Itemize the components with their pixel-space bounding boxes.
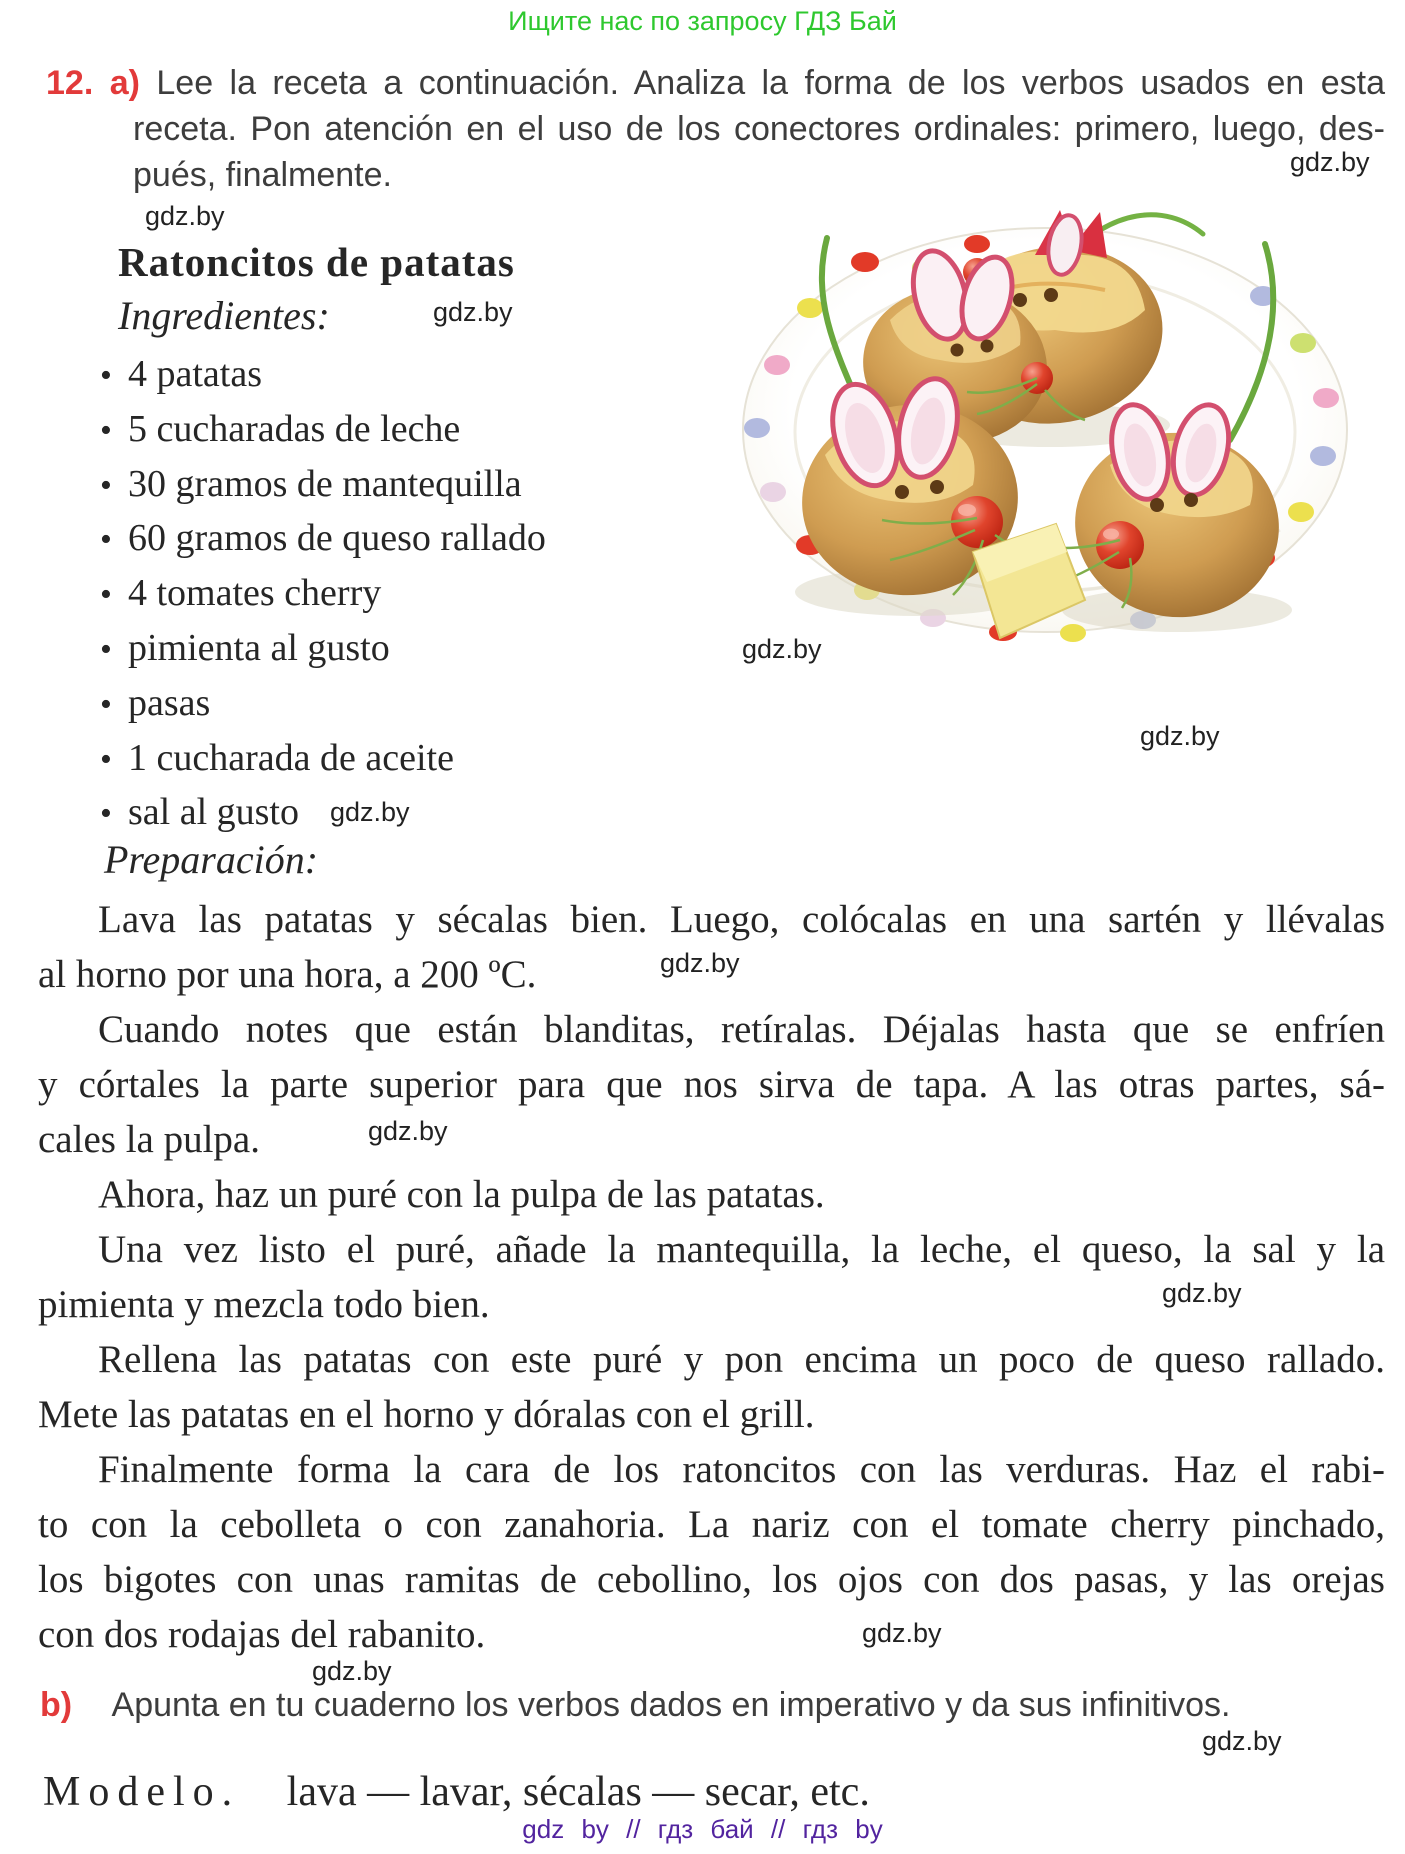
bullet-icon: • bbox=[100, 795, 112, 833]
ingredient-text: pimienta al gusto bbox=[128, 626, 390, 669]
instruction-line-1: Lee la receta a continuación. Analiza la forma de los verbos usados en esta bbox=[156, 64, 1385, 102]
exercise-a-line3: pués, finalmente. bbox=[133, 156, 392, 194]
ingredient-text: 1 cucharada de aceite bbox=[128, 736, 454, 779]
ingredient-item bbox=[100, 403, 720, 458]
bullet-icon: • bbox=[100, 411, 112, 449]
watermark-gdz: gdz.by bbox=[433, 297, 513, 327]
ingredient-item bbox=[100, 567, 720, 622]
part-b-text: Apunta en tu cuaderno los verbos dados en imperativo y da sus infinitivos. bbox=[111, 1686, 1231, 1724]
watermark-gdz: gdz.by bbox=[1202, 1726, 1282, 1756]
ingredient-item bbox=[100, 348, 720, 403]
ingredient-text: 4 tomates cherry bbox=[128, 572, 382, 615]
exercise-a-line1 bbox=[46, 60, 1385, 106]
model-text: lava — lavar, sécalas — secar, etc. bbox=[286, 1769, 870, 1815]
part-b-label: b) bbox=[40, 1686, 73, 1724]
preparation-line: Una vez listo el puré, añade la mantequilla, la leche, el queso, la sal y la bbox=[98, 1228, 1385, 1271]
watermark-gdz: gdz.by bbox=[1162, 1278, 1242, 1308]
ingredient-text: pasas bbox=[128, 681, 211, 724]
ingredient-item bbox=[100, 786, 720, 841]
ingredients-heading: Ingredientes: bbox=[118, 293, 330, 338]
bullet-icon: • bbox=[100, 576, 112, 614]
preparation-line: Cuando notes que están blanditas, retíralas. Déjalas hasta que se enfríen bbox=[98, 1008, 1385, 1051]
preparation-line: to con la cebolleta o con zanahoria. La nariz con el tomate cherry pinchado, bbox=[38, 1503, 1385, 1546]
exercise-b-line bbox=[40, 1686, 1230, 1725]
header-note: Ищите нас по запросу ГДЗ Бай bbox=[508, 6, 897, 36]
preparation-line: Mete las patatas en el horno y dóralas con el grill. bbox=[38, 1393, 815, 1436]
recipe-title: Ratoncitos de patatas bbox=[118, 239, 515, 285]
preparation-line: Ahora, haz un puré con la pulpa de las patatas. bbox=[98, 1173, 825, 1216]
preparation-line: con dos rodajas del rabanito. bbox=[38, 1613, 486, 1656]
watermark-gdz: gdz.by bbox=[1140, 721, 1220, 751]
watermark-gdz: gdz.by bbox=[312, 1656, 392, 1686]
bullet-icon: • bbox=[100, 740, 112, 778]
part-a-label: a) bbox=[109, 64, 140, 102]
watermark-gdz: gdz.by bbox=[742, 634, 822, 664]
preparation-line: y córtales la parte superior para que nos sirva de tapa. A las otras partes, sá- bbox=[38, 1063, 1385, 1106]
recipe-photo bbox=[715, 200, 1375, 655]
preparation-line: pimienta y mezcla todo bien. bbox=[38, 1283, 490, 1326]
ingredient-item bbox=[100, 512, 720, 567]
bullet-icon: • bbox=[100, 521, 112, 559]
preparation-line: Rellena las patatas con este puré y pon encima un poco de queso rallado. bbox=[98, 1338, 1385, 1381]
preparation-line: Finalmente forma la cara de los ratoncitos con las verduras. Haz el rabi- bbox=[98, 1448, 1385, 1491]
bullet-icon: • bbox=[100, 466, 112, 504]
ingredient-text: 5 cucharadas de leche bbox=[128, 407, 461, 450]
model-line bbox=[43, 1768, 870, 1816]
ingredient-text: sal al gusto bbox=[128, 791, 299, 834]
watermark-gdz: gdz.by bbox=[368, 1116, 448, 1146]
ingredient-text: 4 patatas bbox=[128, 353, 263, 395]
exercise-a-line2: receta. Pon atención en el uso de los conectores ordinales: primero, luego, des- bbox=[133, 110, 1385, 148]
watermark-gdz: gdz.by bbox=[862, 1618, 942, 1648]
preparation-line: cales la pulpa. bbox=[38, 1118, 260, 1161]
bullet-icon: • bbox=[100, 357, 112, 394]
preparation-line: los bigotes con unas ramitas de cebollino, los ojos con dos pasas, y las orejas bbox=[38, 1558, 1385, 1601]
watermark-gdz: gdz.by bbox=[660, 948, 740, 978]
watermark-gdz: gdz.by bbox=[145, 201, 225, 231]
bullet-icon: • bbox=[100, 685, 112, 723]
ingredient-item bbox=[100, 732, 720, 787]
ingredient-item bbox=[100, 458, 720, 513]
model-label: Modelo. bbox=[43, 1769, 241, 1815]
preparation-line: al horno por una hora, a 200 ºC. bbox=[38, 953, 537, 996]
watermark-gdz: gdz.by bbox=[330, 797, 410, 827]
watermark-gdz: gdz.by bbox=[1290, 147, 1370, 177]
ingredient-text: 30 gramos de mantequilla bbox=[128, 462, 522, 505]
ingredients-list bbox=[100, 348, 720, 841]
bullet-icon: • bbox=[100, 630, 112, 668]
ingredient-item bbox=[100, 622, 720, 677]
preparation-line: Lava las patatas y sécalas bien. Luego, colócalas en una sartén y llévalas bbox=[98, 898, 1385, 941]
ingredient-text: 60 gramos de queso rallado bbox=[128, 517, 546, 560]
preparation-heading: Preparación: bbox=[104, 837, 319, 882]
exercise-number: 12. bbox=[46, 64, 94, 102]
preparation-paragraphs bbox=[38, 892, 1385, 1662]
ingredient-item bbox=[100, 677, 720, 732]
footer-note: gdz by // гдз бай // гдз by bbox=[522, 1814, 883, 1844]
